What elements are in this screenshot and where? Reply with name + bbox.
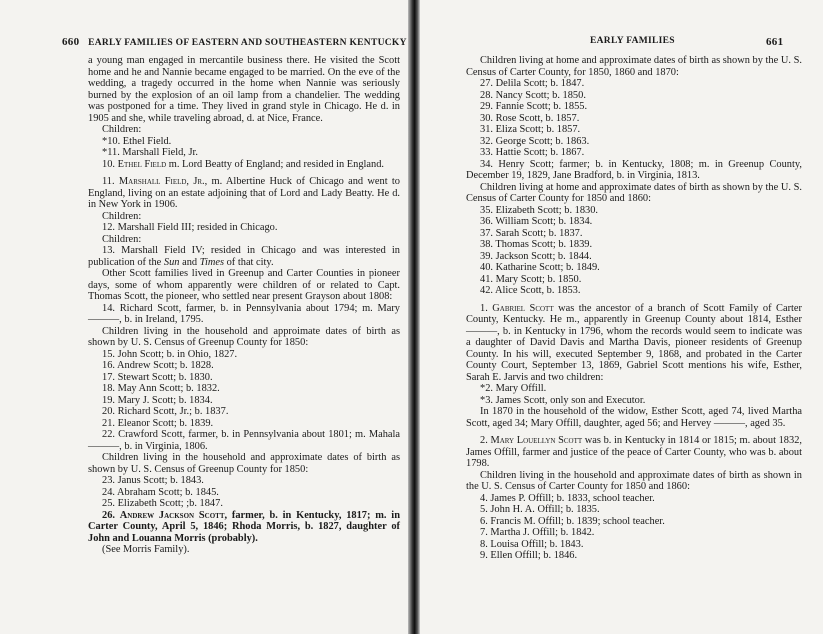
list-item: *10. Ethel Field. [102,135,172,147]
entry-mary-louellyn-scott [466,435,802,470]
entry-crawford-scott: 22. Crawford Scott, farmer, b. in Pennsylvania about 1801; m. Mahala ———, b. in Virginia, 1806. [88,429,400,452]
left-running-title: EARLY FAMILIES OF EASTERN AND SOUTHEASTERN KENTUCKY [88,38,407,48]
entry-name: Marshall Field, Jr., [118,176,208,187]
children-label: Children: [102,233,142,245]
paragraph-census: Children living in the household and approimate dates of birth as shown by U. S. Census of Greenup County for 1850: [88,325,400,348]
entry-text: m. Albertine Huck of Chicago and went to England, living on an estate adjoining that of Lord and Lady Beatty. He d. in New York in 1906. [88,176,400,210]
list-item: 33. Hattie Scott; b. 1867. [480,147,585,158]
entry-richard-scott: 14. Richard Scott, farmer, b. in Pennsylvania about 1794; m. Mary ———, b. in Ireland, 1795. [88,302,400,325]
entry-andrew-jackson-scott [88,510,400,545]
entry-text: and [182,256,198,268]
list-item: 36. William Scott; b. 1834. [480,216,593,227]
list-item: 35. Elizabeth Scott; b. 1830. [480,204,599,216]
left-text-block [88,55,400,556]
list-item: 39. Jackson Scott; b. 1844. [480,250,592,262]
entry-gabriel-scott [466,303,802,384]
entry-name: Andrew Jackson Scott, [119,509,228,521]
list-item: 31. Eliza Scott; b. 1857. [480,124,581,135]
left-running-head [62,36,407,48]
entry-text: of that city. [226,256,274,268]
newspaper-title: Sun [163,256,180,268]
list-item: 27. Delila Scott; b. 1847. [480,78,585,89]
list-item: 4. James P. Offill; b. 1833, school teacher. [480,492,655,504]
list-item: 8. Louisa Offill; b. 1843. [480,538,584,550]
list-item: *2. Mary Offill. [480,383,547,394]
entry-number: 26. [102,509,115,521]
paragraph-field-story: a young man engaged in mercantile business there. He visited the Scott home and he and Nannie became engaged to be married. On the eve of the wedding, a tragedy occurred in the home when Nannie was seriously burned by the explosion of an oil lamp from a chandelier. The wedding was postponed for a time. They lived in grand style in Chicago. He d. in 1905 and she, while traveling abroad, d. at Nice, France. [88,55,400,124]
list-item: 19. Mary J. Scott; b. 1834. [102,394,213,406]
book-gutter [408,0,420,634]
entry-name: Gabriel Scott [492,302,554,314]
entry-henry-scott: 34. Henry Scott; farmer; b. in Kentucky, 1808; m. in Greenup County, December 19, 1829, Jane Bradford, b. in Virginia, 1813. [466,158,802,181]
entry-name: Ethel Field [117,158,167,170]
paragraph-census: Children living in the household and approximate dates of birth as shown in the U. S. Census of Carter County for 1850 and 1860: [466,469,802,492]
entry-text: was the ancestor of a branch of Scott Family of Carter County, Kentucky. He m., apparently in Greenup County about 1814, Esther ———, b. in Kentucky in 1796, whom the records would seem to indicate was a daughter of David Davis and Martha Davis, pioneer residents of Greenup County. In his will, executed September 9, 1868, and probated in the Carter County Court, September 13, 1869, Gabriel Scott mentions his wife, Esther, Sarah E. Jarvis and two children: [466,302,802,383]
list-item: 32. George Scott; b. 1863. [480,135,590,147]
list-item: 37. Sarah Scott; b. 1837. [480,227,583,239]
see-also-note: (See Morris Family). [102,544,190,555]
list-item: 28. Nancy Scott; b. 1850. [480,89,586,101]
list-item: 17. Stewart Scott; b. 1830. [102,371,213,383]
entry-number: 10. [102,158,115,170]
right-running-title: EARLY FAMILIES [590,36,675,46]
list-item: 9. Ellen Offill; b. 1846. [480,550,578,561]
entry-text: farmer, b. in Kentucky, 1817; m. in Carter County, April 5, 1846; Rhoda Morris, b. 1827, daughter of John and Louanna Morris (probably). [88,509,400,544]
list-item: 38. Thomas Scott; b. 1839. [480,239,593,250]
list-item: *3. James Scott, only son and Executor. [480,394,646,406]
entry-text: m. Lord Beatty of England; and resided in England. [168,158,385,170]
children-label: Children: [102,124,142,135]
list-item: 41. Mary Scott; b. 1850. [480,273,582,285]
newspaper-title: Times [199,256,224,268]
list-item: 6. Francis M. Offill; b. 1839; school teacher. [480,515,665,527]
list-item: 15. John Scott; b. in Ohio, 1827. [102,348,238,360]
list-item: 12. Marshall Field III; resided in Chicago. [102,222,278,233]
entry-number: 2. [480,435,488,446]
paragraph-census: Children living at home and approximate dates of birth as shown by the U. S. Census of Carter County for 1850 and 1860: [466,181,802,204]
entry-text: was b. in Kentucky in 1814 or 1815; m. about 1832, James Offill, farmer and justice of the peace of Carter County, who was b. about 1798. [466,435,802,469]
right-running-head [590,36,675,46]
list-item: 5. John H. A. Offill; b. 1835. [480,504,600,515]
list-item: 25. Elizabeth Scott; ;b. 1847. [102,498,223,509]
children-label: Children: [102,210,142,222]
entry-name: Mary Louellyn Scott [490,435,583,446]
list-item: 7. Martha J. Offill; b. 1842. [480,527,595,538]
list-item: 24. Abraham Scott; b. 1845. [102,486,219,498]
paragraph-census: Children living at home and approximate dates of birth as shown by the U. S. Census of Carter County, for 1850, 1860 and 1870: [466,55,802,78]
entry-marshall-field-iv [88,245,400,268]
right-page-number: 661 [766,36,784,48]
right-page [420,0,823,634]
entry-text: 13. Marshall Field IV; resided in Chicago and was interested in publication of the [88,245,400,268]
entry-marshall-field-jr [88,176,400,211]
list-item: *11. Marshall Field, Jr. [102,147,199,158]
list-item: 18. May Ann Scott; b. 1832. [102,383,220,394]
paragraph-other-scott: Other Scott families lived in Greenup and Carter Counties in pioneer days, some of whom apparently were children of or related to Capt. Thomas Scott, the pioneer, who settled near present Grayson about 1808: [88,268,400,302]
right-page-number-wrap [760,36,783,48]
right-text-block [466,55,802,562]
entry-number: 1. [480,302,488,314]
paragraph-census: Children living in the household and approximate dates of birth as shown by U. S. Census of Greenup County for 1850: [88,452,400,475]
paragraph-1870: In 1870 in the household of the widow, Esther Scott, aged 74, lived Martha Scott, aged 34; Mary Offill, daughter, aged 56; and Hervey ———, aged 35. [466,406,802,429]
list-item: 21. Eleanor Scott; b. 1839. [102,417,214,429]
list-item: 40. Katharine Scott; b. 1849. [480,262,600,273]
list-item: 16. Andrew Scott; b. 1828. [102,360,214,371]
list-item: 42. Alice Scott, b. 1853. [480,285,581,296]
list-item: 30. Rose Scott, b. 1857. [480,112,580,124]
list-item: 29. Fannie Scott; b. 1855. [480,101,588,112]
list-item: 23. Janus Scott; b. 1843. [102,475,204,486]
entry-number: 11. [102,176,115,187]
list-item: 20. Richard Scott, Jr.; b. 1837. [102,406,229,417]
entry-ethel-field [88,159,400,171]
left-page-number: 660 [62,36,80,48]
left-page [0,0,408,634]
